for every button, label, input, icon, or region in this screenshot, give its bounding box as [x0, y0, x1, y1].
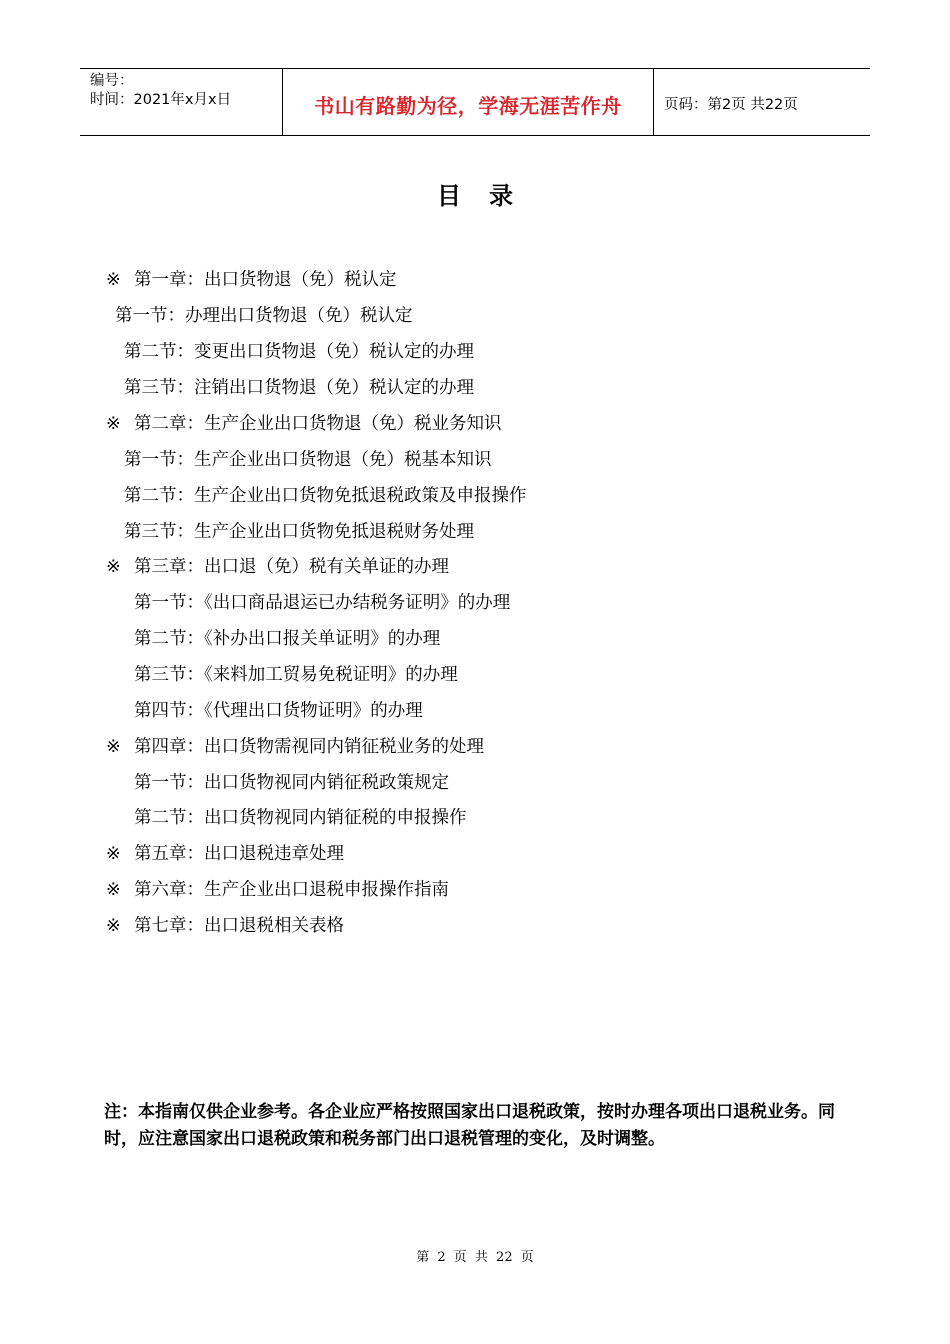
document-time: 时间：2021年x月x日	[90, 92, 232, 108]
header-meta	[80, 69, 282, 135]
guide-note: 注：本指南仅供企业参考。各企业应严格按照国家出口退税政策，按时办理各项出口退税业务。同时，应注意国家出口退税政策和税务部门出口退税管理的变化，及时调整。	[104, 1102, 835, 1149]
reference-mark: ※	[106, 557, 121, 577]
reference-mark: ※	[106, 844, 121, 864]
toc-chapter-3	[106, 554, 449, 580]
document-number-label: 编号：	[90, 73, 134, 89]
page-header	[80, 68, 870, 136]
reference-mark: ※	[106, 270, 121, 290]
header-page-info: 页码：第2页 共22页	[664, 96, 798, 113]
toc-section-3-2	[134, 626, 440, 652]
reference-mark: ※	[106, 916, 121, 936]
toc-entry-text: 第二节：《补办出口报关单证明》的办理	[134, 629, 441, 649]
toc-chapter-5	[106, 841, 344, 867]
toc-entry-text: 第二节：生产企业出口货物免抵退税政策及申报操作	[124, 486, 527, 506]
page-footer: 第 2 页 共 22 页	[416, 1250, 534, 1265]
toc-entry-text: 第五章：出口退税违章处理	[134, 844, 344, 864]
reference-mark: ※	[106, 414, 121, 434]
toc-chapter-6	[106, 877, 449, 903]
toc-entry-text: 第一节：办理出口货物退（免）税认定	[115, 306, 413, 326]
toc-entry-text: 第三章：出口退（免）税有关单证的办理	[134, 557, 449, 577]
toc-entry-text: 第三节：《来料加工贸易免税证明》的办理	[134, 665, 458, 685]
reference-mark: ※	[106, 880, 121, 900]
toc-entry-text: 第六章：生产企业出口退税申报操作指南	[134, 880, 449, 900]
toc-entry-text: 第二节：变更出口货物退（免）税认定的办理	[124, 342, 474, 362]
toc-entry-text: 第二章：生产企业出口货物退（免）税业务知识	[134, 414, 502, 434]
toc-chapter-2	[106, 411, 502, 437]
toc-entry-text: 第三节：注销出口货物退（免）税认定的办理	[124, 378, 474, 398]
toc-section-1-1	[115, 303, 413, 329]
toc-section-3-3	[134, 662, 458, 688]
header-motto: 书山有路勤为径，学海无涯苦作舟	[282, 69, 654, 135]
toc-entry-text: 第一节：《出口商品退运已办结税务证明》的办理	[134, 593, 511, 613]
toc-section-1-3	[124, 375, 474, 401]
page-title: 目录	[437, 182, 541, 210]
toc-entry-text: 第三节：生产企业出口货物免抵退税财务处理	[124, 522, 474, 542]
toc-section-1-2	[124, 339, 474, 365]
toc-section-2-3	[124, 519, 474, 545]
toc-section-3-4	[134, 698, 423, 724]
toc-section-4-2	[134, 805, 467, 831]
toc-entry-text: 第七章：出口退税相关表格	[134, 916, 344, 936]
toc-chapter-4	[106, 734, 484, 760]
toc-entry-text: 第一章：出口货物退（免）税认定	[134, 270, 397, 290]
toc-section-2-1	[124, 447, 492, 473]
toc-entry-text: 第一节：出口货物视同内销征税政策规定	[134, 773, 449, 793]
toc-entry-text: 第一节：生产企业出口货物退（免）税基本知识	[124, 450, 492, 470]
toc-section-2-2	[124, 483, 527, 509]
reference-mark: ※	[106, 737, 121, 757]
toc-entry-text: 第四节：《代理出口货物证明》的办理	[134, 701, 423, 721]
toc-chapter-7	[106, 913, 344, 939]
toc-section-4-1	[134, 770, 449, 796]
toc-chapter-1	[106, 267, 397, 293]
toc-entry-text: 第二节：出口货物视同内销征税的申报操作	[134, 808, 467, 828]
toc-entry-text: 第四章：出口货物需视同内销征税业务的处理	[134, 737, 484, 757]
toc-section-3-1	[134, 590, 510, 616]
